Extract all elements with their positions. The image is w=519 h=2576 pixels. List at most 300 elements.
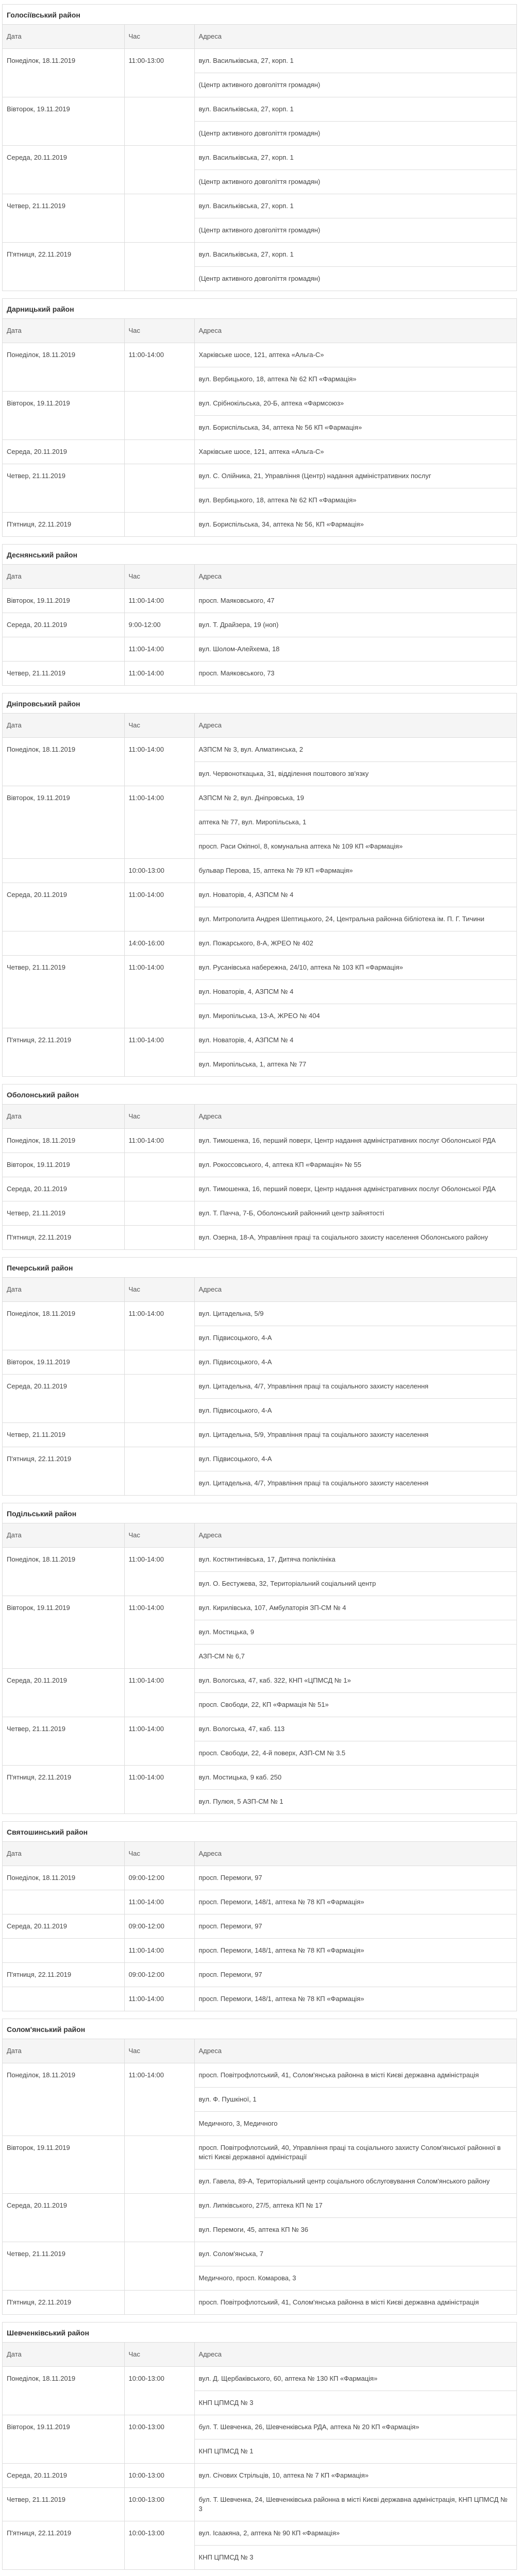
table-body xyxy=(3,1129,516,1250)
header-address: Адреса xyxy=(194,25,516,49)
header-date: Дата xyxy=(3,1523,124,1548)
time-cell: 11:00-14:00 xyxy=(124,343,194,392)
table-row xyxy=(3,2291,516,2315)
address-line: аптека № 77, вул. Миропільська, 1 xyxy=(195,810,517,835)
table-row xyxy=(3,956,516,1028)
address-cell xyxy=(194,146,516,194)
header-row xyxy=(3,2039,516,2063)
table-row xyxy=(3,1914,516,1939)
time-cell xyxy=(124,146,194,194)
date-cell: Четвер, 21.11.2019 xyxy=(3,194,124,243)
time-cell xyxy=(124,513,194,537)
address-line: вул. Васильківська, 27, корп. 1 xyxy=(195,194,517,218)
schedule-table xyxy=(3,319,516,537)
header-time: Час xyxy=(124,714,194,738)
address-line: КНП ЦПМСД № 3 xyxy=(198,2553,254,2561)
district-title: Оболонський район xyxy=(3,1084,516,1105)
table-row xyxy=(3,1548,516,1596)
address-line: КНП ЦПМСД № 3 xyxy=(198,2399,254,2406)
address-cell xyxy=(194,1717,516,1766)
table-row xyxy=(3,1669,516,1717)
address-line: вул. Ф. Пушкіної, 1 xyxy=(195,2088,517,2112)
address-cell xyxy=(194,194,516,243)
address-cell xyxy=(194,956,516,1028)
header-address: Адреса xyxy=(194,1842,516,1866)
address-cell xyxy=(194,1226,516,1250)
address-line: бул. Т. Шевченка, 24, Шевченківська районна в місті Києві державна адміністрація, КНП ЦПМСД № 3 xyxy=(198,2496,508,2513)
time-cell: 11:00-14:00 xyxy=(124,1939,194,1963)
address-line: вул. Мостицька, 9 xyxy=(195,1620,517,1645)
date-cell xyxy=(3,1987,124,2011)
table-row xyxy=(3,2521,516,2570)
time-cell: 10:00-13:00 xyxy=(124,859,194,883)
header-row xyxy=(3,1105,516,1129)
date-cell: Середа, 20.11.2019 xyxy=(3,146,124,194)
address-line: вул. Рокоссовського, 4, аптека КП «Фармація» № 55 xyxy=(198,1161,361,1168)
time-cell: 11:00-14:00 xyxy=(124,1028,194,1077)
table-row xyxy=(3,243,516,291)
address-line: вул. Тимошенка, 16, перший поверх, Центр надання адміністративних послуг Оболонської РДА xyxy=(198,1137,496,1144)
address-cell xyxy=(194,2521,516,2570)
time-cell: 09:00-12:00 xyxy=(124,1914,194,1939)
date-cell: Вівторок, 19.11.2019 xyxy=(3,589,124,613)
address-cell xyxy=(194,1914,516,1939)
time-cell: 11:00-14:00 xyxy=(124,883,194,931)
district-title: Печерський район xyxy=(3,1258,516,1278)
table-body xyxy=(3,738,516,1077)
schedule-table xyxy=(3,25,516,291)
address-cell xyxy=(194,2063,516,2136)
time-cell: 10:00-13:00 xyxy=(124,2488,194,2521)
address-line: просп. Свободи, 22, КП «Фармація № 51» xyxy=(198,1701,329,1708)
table-row xyxy=(3,1866,516,1890)
address-line: просп. Раси Окіпної, 8, комунальна аптека № 109 КП «Фармація» xyxy=(198,842,403,850)
time-cell: 11:00-14:00 xyxy=(124,1129,194,1153)
address-line: Медичного, 3, Медичного xyxy=(198,2120,278,2127)
address-cell xyxy=(194,662,516,686)
address-line: просп. Перемоги, 148/1, аптека № 78 КП «Фармація» xyxy=(198,1898,364,1906)
table-row xyxy=(3,883,516,931)
address-cell xyxy=(194,2464,516,2488)
address-cell xyxy=(194,464,516,513)
table-row xyxy=(3,931,516,956)
time-cell: 11:00-14:00 xyxy=(124,1596,194,1669)
address-line: просп. Повітрофлотський, 41, Солом'янська районна в місті Києві державна адміністрація xyxy=(198,2298,479,2306)
time-cell: 11:00-14:00 xyxy=(124,1987,194,2011)
header-row xyxy=(3,1278,516,1302)
table-row xyxy=(3,637,516,662)
address-cell xyxy=(194,859,516,883)
address-line: вул. Підвисоцького, 4-А xyxy=(198,1358,272,1366)
date-cell: Четвер, 21.11.2019 xyxy=(3,464,124,513)
address-line: вул. Д. Щербаківського, 60, аптека № 130 КП «Фармація» xyxy=(195,2367,517,2391)
header-address: Адреса xyxy=(194,2343,516,2367)
table-body xyxy=(3,2367,516,2570)
address-cell xyxy=(194,2194,516,2242)
table-row xyxy=(3,2367,516,2415)
time-cell xyxy=(124,464,194,513)
address-line: вул. Васильківська, 27, корп. 1 xyxy=(195,243,517,267)
address-cell xyxy=(194,49,516,97)
date-cell: Понеділок, 18.11.2019 xyxy=(3,1866,124,1890)
address-line: вул. Підвисоцького, 4-А xyxy=(195,1447,517,1471)
time-cell: 9:00-12:00 xyxy=(124,613,194,637)
table-row xyxy=(3,1766,516,1814)
address-cell xyxy=(194,513,516,537)
address-cell xyxy=(194,97,516,146)
address-cell xyxy=(194,2415,516,2464)
table-header xyxy=(3,25,516,49)
schedule-table xyxy=(3,1842,516,2011)
address-cell xyxy=(194,440,516,464)
district-section xyxy=(2,1084,517,1250)
date-cell: П'ятниця, 22.11.2019 xyxy=(3,1766,124,1814)
date-cell xyxy=(3,931,124,956)
header-row xyxy=(3,319,516,343)
schedule-table xyxy=(3,1523,516,1814)
district-title: Деснянський район xyxy=(3,545,516,565)
time-cell: 09:00-12:00 xyxy=(124,1866,194,1890)
district-section xyxy=(2,1257,517,1496)
header-address: Адреса xyxy=(194,1105,516,1129)
date-cell: Середа, 20.11.2019 xyxy=(3,1177,124,1201)
table-row xyxy=(3,1350,516,1375)
address-line: вул. О. Бестужева, 32, Територіальний соціальний центр xyxy=(198,1580,376,1587)
date-cell: Понеділок, 18.11.2019 xyxy=(3,1302,124,1350)
address-line: вул. Шолом-Алейхема, 18 xyxy=(198,645,280,653)
address-line: КНП ЦПМСД № 1 xyxy=(198,2447,254,2455)
address-line: вул. Цитадельна, 5/9, Управління праці та соціального захисту населення xyxy=(198,1431,429,1438)
date-cell: Четвер, 21.11.2019 xyxy=(3,1717,124,1766)
date-cell: П'ятниця, 22.11.2019 xyxy=(3,1963,124,1987)
header-date: Дата xyxy=(3,25,124,49)
time-cell: 11:00-13:00 xyxy=(124,49,194,97)
header-time: Час xyxy=(124,25,194,49)
date-cell: Вівторок, 19.11.2019 xyxy=(3,2415,124,2464)
address-line: вул. Вологська, 47, каб. 113 xyxy=(195,1717,517,1741)
date-cell: Вівторок, 19.11.2019 xyxy=(3,2136,124,2194)
table-row xyxy=(3,662,516,686)
address-line: вул. Цитадельна, 4/7, Управління праці та соціального захисту населення xyxy=(198,1479,429,1487)
date-cell xyxy=(3,1939,124,1963)
address-cell xyxy=(194,2367,516,2415)
table-row xyxy=(3,49,516,97)
table-row xyxy=(3,146,516,194)
date-cell: П'ятниця, 22.11.2019 xyxy=(3,2291,124,2315)
address-line: просп. Перемоги, 148/1, аптека № 78 КП «Фармація» xyxy=(198,1946,364,1954)
date-cell: Вівторок, 19.11.2019 xyxy=(3,786,124,859)
address-line: вул. С. Олійника, 21, Управління (Центр) надання адміністративних послуг xyxy=(195,464,517,488)
date-cell: Середа, 20.11.2019 xyxy=(3,2464,124,2488)
time-cell xyxy=(124,1423,194,1447)
address-line: просп. Маяковського, 47 xyxy=(198,597,275,604)
address-cell xyxy=(194,1129,516,1153)
table-row xyxy=(3,1201,516,1226)
address-line: вул. Васильківська, 27, корп. 1 xyxy=(195,97,517,122)
time-cell xyxy=(124,1226,194,1250)
address-line: АЗПСМ № 3, вул. Алматинська, 2 xyxy=(195,738,517,762)
date-cell: Вівторок, 19.11.2019 xyxy=(3,1596,124,1669)
date-cell xyxy=(3,1890,124,1914)
address-line: вул. Новаторів, 4, АЗПСМ № 4 xyxy=(195,1028,517,1053)
address-line: вул. Новаторів, 4, АЗПСМ № 4 xyxy=(195,883,517,907)
address-cell xyxy=(194,1866,516,1890)
table-row xyxy=(3,613,516,637)
address-cell xyxy=(194,243,516,291)
date-cell: Понеділок, 18.11.2019 xyxy=(3,2367,124,2415)
table-row xyxy=(3,392,516,440)
address-line: вул. Бориспільська, 34, аптека № 56 КП «Фармація» xyxy=(198,423,362,431)
table-body xyxy=(3,589,516,686)
time-cell: 10:00-13:00 xyxy=(124,2521,194,2570)
header-address: Адреса xyxy=(194,1278,516,1302)
header-address: Адреса xyxy=(194,319,516,343)
date-cell: Четвер, 21.11.2019 xyxy=(3,1423,124,1447)
address-line: вул. Новаторів, 4, АЗПСМ № 4 xyxy=(195,980,517,1004)
table-header xyxy=(3,1278,516,1302)
table-row xyxy=(3,1028,516,1077)
address-line: вул. Вологська, 47, каб. 322, КНП «ЦПМСД № 1» xyxy=(195,1669,517,1693)
time-cell: 11:00-14:00 xyxy=(124,1302,194,1350)
district-title: Подільський район xyxy=(3,1503,516,1523)
address-line: вул. Вербицького, 18, аптека № 62 КП «Фармація» xyxy=(198,375,357,383)
date-cell xyxy=(3,859,124,883)
header-date: Дата xyxy=(3,1842,124,1866)
table-row xyxy=(3,1302,516,1350)
time-cell: 09:00-12:00 xyxy=(124,1963,194,1987)
address-line: вул. Липківського, 27/5, аптека КП № 17 xyxy=(195,2194,517,2218)
date-cell: Четвер, 21.11.2019 xyxy=(3,956,124,1028)
header-time: Час xyxy=(124,1278,194,1302)
date-cell: Середа, 20.11.2019 xyxy=(3,1914,124,1939)
date-cell: Середа, 20.11.2019 xyxy=(3,440,124,464)
table-body xyxy=(3,1866,516,2011)
address-line: бул. Т. Шевченка, 26, Шевченківська РДА, аптека № 20 КП «Фармація» xyxy=(195,2415,517,2439)
date-cell: Вівторок, 19.11.2019 xyxy=(3,97,124,146)
date-cell: Вівторок, 19.11.2019 xyxy=(3,1350,124,1375)
header-address: Адреса xyxy=(194,2039,516,2063)
time-cell xyxy=(124,1447,194,1496)
time-cell: 11:00-14:00 xyxy=(124,956,194,1028)
date-cell: Понеділок, 18.11.2019 xyxy=(3,2063,124,2136)
table-row xyxy=(3,1423,516,1447)
address-cell xyxy=(194,786,516,859)
table-row xyxy=(3,589,516,613)
address-cell xyxy=(194,2291,516,2315)
address-line: вул. Т. Драйзера, 19 (ноп) xyxy=(198,621,279,629)
address-cell xyxy=(194,589,516,613)
address-line: вул. Т. Пачча, 7-Б, Оболонський районний центр зайнятості xyxy=(198,1209,384,1217)
address-cell xyxy=(194,1596,516,1669)
date-cell: П'ятниця, 22.11.2019 xyxy=(3,2521,124,2570)
address-cell xyxy=(194,392,516,440)
date-cell: Середа, 20.11.2019 xyxy=(3,613,124,637)
district-section xyxy=(2,544,517,686)
header-date: Дата xyxy=(3,319,124,343)
header-time: Час xyxy=(124,2343,194,2367)
header-row xyxy=(3,25,516,49)
table-row xyxy=(3,2242,516,2291)
address-line: просп. Повітрофлотський, 40, Управління праці та соціального захисту Солом'янської районної в місті Києві державної адміністрації xyxy=(195,2136,517,2170)
table-body xyxy=(3,1302,516,1496)
time-cell xyxy=(124,2242,194,2291)
address-line: вул. Цитадельна, 5/9 xyxy=(195,1302,517,1326)
time-cell: 11:00-14:00 xyxy=(124,1890,194,1914)
address-cell xyxy=(194,2242,516,2291)
date-cell: Понеділок, 18.11.2019 xyxy=(3,49,124,97)
time-cell xyxy=(124,392,194,440)
address-line: вул. Кирилівська, 107, Амбулаторія ЗП-СМ № 4 xyxy=(195,1596,517,1620)
time-cell: 10:00-13:00 xyxy=(124,2367,194,2415)
table-row xyxy=(3,1447,516,1496)
address-line: просп. Перемоги, 97 xyxy=(198,1874,262,1882)
address-line: Харківське шосе, 121, аптека «Альга-С» xyxy=(198,448,324,455)
header-time: Час xyxy=(124,319,194,343)
table-header xyxy=(3,319,516,343)
time-cell xyxy=(124,194,194,243)
address-line: вул. Гавела, 89-А, Територіальний центр соціального обслуговування Солом'янського району xyxy=(198,2177,490,2185)
date-cell: Четвер, 21.11.2019 xyxy=(3,662,124,686)
time-cell: 11:00-14:00 xyxy=(124,1548,194,1596)
address-line: просп. Маяковського, 73 xyxy=(198,669,275,677)
time-cell: 10:00-13:00 xyxy=(124,2464,194,2488)
address-line: вул. Васильківська, 27, корп. 1 xyxy=(195,146,517,170)
date-cell: Понеділок, 18.11.2019 xyxy=(3,1548,124,1596)
district-section xyxy=(2,2322,517,2570)
address-line: вул. Митрополита Андрея Шептицького, 24, Центральна районна бібліотека ім. П. Г. Тичини xyxy=(198,915,484,923)
header-date: Дата xyxy=(3,2039,124,2063)
table-row xyxy=(3,786,516,859)
address-cell xyxy=(194,1350,516,1375)
table-row xyxy=(3,2136,516,2194)
date-cell: П'ятниця, 22.11.2019 xyxy=(3,513,124,537)
header-time: Час xyxy=(124,2039,194,2063)
date-cell: Вівторок, 19.11.2019 xyxy=(3,392,124,440)
table-row xyxy=(3,1963,516,1987)
table-header xyxy=(3,714,516,738)
table-row xyxy=(3,1939,516,1963)
district-section xyxy=(2,693,517,1077)
address-line: вул. Вербицького, 18, аптека № 62 КП «Фармація» xyxy=(198,496,357,504)
address-cell xyxy=(194,2136,516,2194)
address-line: вул. Русанівська набережна, 24/10, аптека № 103 КП «Фармація» xyxy=(195,956,517,980)
time-cell xyxy=(124,1350,194,1375)
time-cell: 14:00-16:00 xyxy=(124,931,194,956)
time-cell xyxy=(124,243,194,291)
address-line: вул. Пулюя, 5 АЗП-СМ № 1 xyxy=(198,1798,283,1805)
table-row xyxy=(3,859,516,883)
header-date: Дата xyxy=(3,714,124,738)
date-cell: Вівторок, 19.11.2019 xyxy=(3,1153,124,1177)
address-line: просп. Перемоги, 97 xyxy=(198,1971,262,1978)
date-cell: П'ятниця, 22.11.2019 xyxy=(3,1226,124,1250)
time-cell xyxy=(124,1177,194,1201)
address-cell xyxy=(194,1177,516,1201)
schedule-table xyxy=(3,1278,516,1496)
address-cell xyxy=(194,1963,516,1987)
table-header xyxy=(3,2343,516,2367)
district-title: Дарницький район xyxy=(3,299,516,319)
header-address: Адреса xyxy=(194,714,516,738)
time-cell: 11:00-14:00 xyxy=(124,662,194,686)
date-cell: Четвер, 21.11.2019 xyxy=(3,2242,124,2291)
address-line: вул. Тимошенка, 16, перший поверх, Центр надання адміністративних послуг Оболонської РДА xyxy=(198,1185,496,1193)
address-line: просп. Свободи, 22, 4-й поверх, АЗП-СМ № 3.5 xyxy=(198,1749,346,1757)
header-time: Час xyxy=(124,565,194,589)
table-header xyxy=(3,565,516,589)
date-cell: Четвер, 21.11.2019 xyxy=(3,2488,124,2521)
table-header xyxy=(3,1105,516,1129)
address-line: вул. Січових Стрільців, 10, аптека № 7 КП «Фармація» xyxy=(198,2471,369,2479)
schedule-table xyxy=(3,2039,516,2315)
district-section xyxy=(2,1503,517,1814)
address-line: (Центр активного довголіття громадян) xyxy=(198,81,321,89)
address-line: (Центр активного довголіття громадян) xyxy=(198,129,321,137)
schedule-table xyxy=(3,565,516,686)
district-title: Святошинський район xyxy=(3,1822,516,1842)
header-address: Адреса xyxy=(194,565,516,589)
schedule-table xyxy=(3,2343,516,2570)
address-cell xyxy=(194,738,516,786)
address-line: просп. Перемоги, 97 xyxy=(198,1922,262,1930)
address-cell xyxy=(194,2488,516,2521)
date-cell: П'ятниця, 22.11.2019 xyxy=(3,243,124,291)
table-row xyxy=(3,97,516,146)
time-cell: 11:00-14:00 xyxy=(124,1766,194,1814)
time-cell: 11:00-14:00 xyxy=(124,738,194,786)
schedule-table xyxy=(3,1105,516,1250)
date-cell: Середа, 20.11.2019 xyxy=(3,1669,124,1717)
table-row xyxy=(3,440,516,464)
date-cell: П'ятниця, 22.11.2019 xyxy=(3,1447,124,1496)
header-address: Адреса xyxy=(194,1523,516,1548)
address-cell xyxy=(194,1669,516,1717)
address-line: вул. Перемоги, 45, аптека КП № 36 xyxy=(198,2226,308,2233)
district-title: Голосіївський район xyxy=(3,5,516,25)
table-body xyxy=(3,2063,516,2315)
address-cell xyxy=(194,1153,516,1177)
address-cell xyxy=(194,883,516,931)
address-line: вул. Цитадельна, 4/7, Управління праці та соціального захисту населення xyxy=(195,1375,517,1399)
date-cell: Середа, 20.11.2019 xyxy=(3,883,124,931)
address-line: просп. Перемоги, 148/1, аптека № 78 КП «Фармація» xyxy=(198,1995,364,2003)
address-line: (Центр активного довголіття громадян) xyxy=(198,275,321,282)
address-cell xyxy=(194,1201,516,1226)
district-title: Дніпровський район xyxy=(3,693,516,714)
header-date: Дата xyxy=(3,2343,124,2367)
district-title: Солом'янський район xyxy=(3,2019,516,2039)
address-line: вул. Костянтинівська, 17, Дитяча поліклініка xyxy=(195,1548,517,1572)
address-cell xyxy=(194,343,516,392)
date-cell: Понеділок, 18.11.2019 xyxy=(3,738,124,786)
table-row xyxy=(3,1890,516,1914)
date-cell xyxy=(3,637,124,662)
table-body xyxy=(3,343,516,537)
date-cell: Середа, 20.11.2019 xyxy=(3,2194,124,2242)
address-line: (Центр активного довголіття громадян) xyxy=(198,178,321,185)
time-cell xyxy=(124,97,194,146)
header-row xyxy=(3,1842,516,1866)
address-line: вул. Срібнокільська, 20-Б, аптека «Фармсоюз» xyxy=(195,392,517,416)
table-row xyxy=(3,464,516,513)
address-cell xyxy=(194,637,516,662)
header-time: Час xyxy=(124,1105,194,1129)
address-line: вул. Пожарського, 8-А, ЖРЕО № 402 xyxy=(198,939,313,947)
address-cell xyxy=(194,931,516,956)
table-row xyxy=(3,2063,516,2136)
table-row xyxy=(3,1375,516,1423)
date-cell: Понеділок, 18.11.2019 xyxy=(3,1129,124,1153)
